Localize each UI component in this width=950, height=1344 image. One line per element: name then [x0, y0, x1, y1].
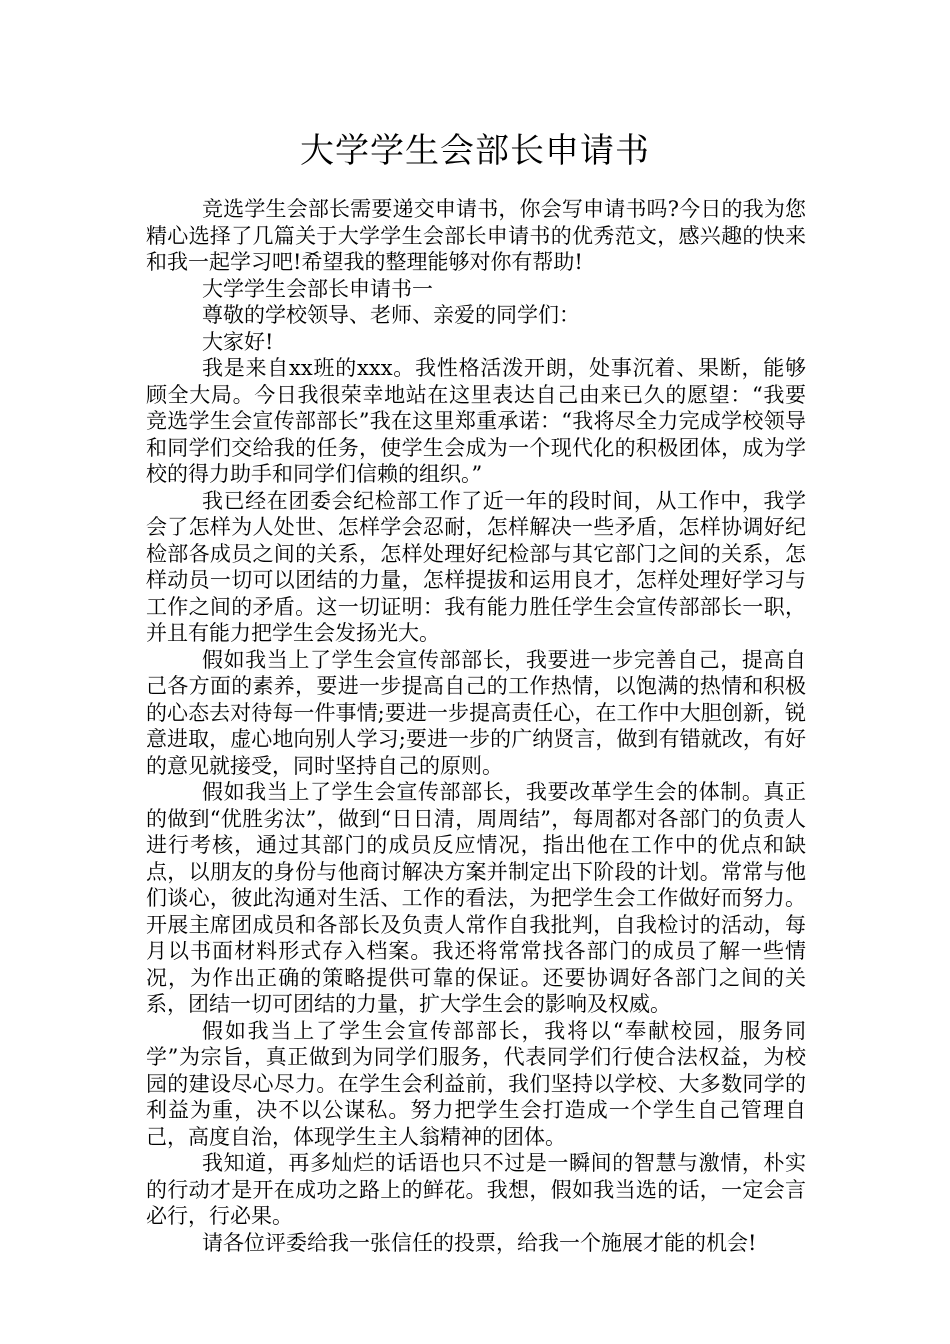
document-title: 大学学生会部长申请书	[300, 131, 650, 171]
paragraph-service: 假如我当上了学生会宣传部部长，我将以“奉献校园，服务同学”为宗旨，真正做到为同学们服务，代表同学们行使合法权益，为校园的建设尽心尽力。在学生会利益前，我们坚持以学校、大多数同学的利益为重，决不以公谋私。努力把学生会打造成一个学生自己管理自己，高度自治，体现学生主人翁精神的团体。	[146, 1018, 806, 1149]
document-body	[146, 196, 806, 1256]
paragraph-experience: 我已经在团委会纪检部工作了近一年的段时间，从工作中，我学会了怎样为人处世、怎样学会忍耐，怎样解决一些矛盾，怎样协调好纪检部各成员之间的关系，怎样处理好纪检部与其它部门之间的关系，怎样动员一切可以团结的力量，怎样提拔和运用良才，怎样处理好学习与工作之间的矛盾。这一切证明：我有能力胜任学生会宣传部部长一职，并且有能力把学生会发扬光大。	[146, 488, 806, 645]
paragraph-intro: 竞选学生会部长需要递交申请书，你会写申请书吗?今日的我为您精心选择了几篇关于大学学生会部长申请书的优秀范文，感兴趣的快来和我一起学习吧!希望我的整理能够对你有帮助!	[146, 197, 806, 274]
paragraph-salutation: 尊敬的学校领导、老师、亲爱的同学们：	[202, 303, 580, 327]
paragraph-subtitle: 大学学生会部长申请书一	[202, 276, 433, 301]
paragraph-self-improvement: 假如我当上了学生会宣传部部长，我要进一步完善自己，提高自己各方面的素养，要进一步提高自己的工作热情，以饱满的热情和积极的心态去对待每一件事情;要进一步提高责任心，在工作中大胆创新，锐意进取，虚心地向别人学习;要进一步的广纳贤言，做到有错就改，有好的意见就接受，同时坚持自己的原则。	[146, 647, 806, 778]
paragraph-conclusion: 我知道，再多灿烂的话语也只不过是一瞬间的智慧与激情，朴实的行动才是开在成功之路上的鲜花。我想，假如我当选的话，一定会言必行，行必果。	[146, 1151, 806, 1228]
paragraph-reform: 假如我当上了学生会宣传部部长，我要改革学生会的体制。真正的做到“优胜劣汰”，做到“日日清，周周结”，每周都对各部门的负责人进行考核，通过其部门的成员反应情况，指出他在工作中的优点和缺点，以朋友的身份与他商讨解决方案并制定出下阶段的计划。常常与他们谈心，彼此沟通对生活、工作的看法，为把学生会工作做好而努力。开展主席团成员和各部长及负责人常作自我批判，自我检讨的活动，每月以书面材料形式存入档案。我还将常常找各部门的成员了解一些情况，为作出正确的策略提供可靠的保证。还要协调好各部门之间的关系，团结一切可团结的力量，扩大学生会的影响及权威。	[146, 780, 806, 1016]
paragraph-self-introduction: 我是来自xx班的xxx。我性格活泼开朗，处事沉着、果断，能够顾全大局。今日我很荣幸地站在这里表达自己由来已久的愿望：“我要竞选学生会宣传部部长”我在这里郑重承诺：“我将尽全力完成学校领导和同学们交给我的任务，使学生会成为一个现代化的积极团体，成为学校的得力助手和同学们信赖的组织。”	[146, 356, 806, 486]
paragraph-greeting: 大家好!	[202, 329, 274, 354]
paragraph-closing: 请各位评委给我一张信任的投票，给我一个施展才能的机会!	[202, 1230, 757, 1255]
